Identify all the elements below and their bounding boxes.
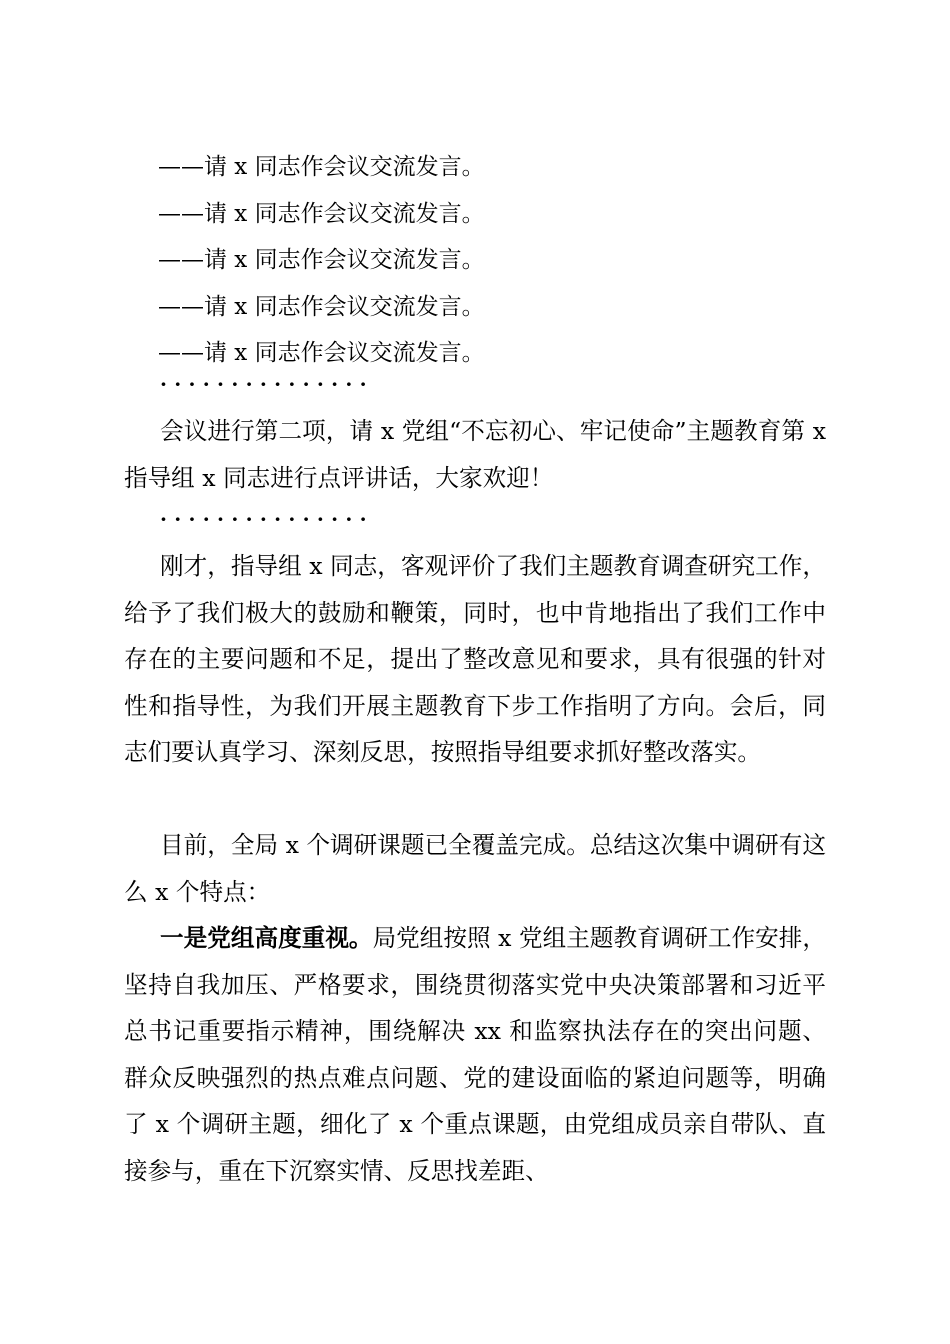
paragraph-review: 刚才，指导组 x 同志，客观评价了我们主题教育调查研究工作，给予了我们极大的鼓励和鞭策，同时，也中肯地指出了我们工作中存在的主要问题和不足，提出了整改意见和要求，具有很强的针对性和指导性，为我们开展主题教育下步工作指明了方向。会后，同志们要认真学习、深刻反思，按照指导组要求抓好整改落实。 <box>124 552 826 766</box>
point-one-body: 局党组按照 x 党组主题教育调研工作安排，坚持自我加压、严格要求，围绕贯彻落实党中央决策部署和习近平总书记重要指示精神，围绕解决 xx 和监察执法存在的突出问题、群众反映强烈的热点难点问题、党的建设面临的紧迫问题等，明确了 x 个调研主题，细化了 x 个重点课题，由党组成员亲自带队、直接参与，重在下沉察实情、反思找差距、 <box>124 924 826 1185</box>
separator-dots: ··············· <box>160 372 374 396</box>
paragraph-point-one <box>124 915 826 1194</box>
point-one-lead: 一是党组高度重视。 <box>160 924 373 952</box>
paragraph-second-item: 会议进行第二项，请 x 党组“不忘初心、牢记使命”主题教育第 x 指导组 x 同志进行点评讲话，大家欢迎！ <box>124 417 826 492</box>
speaker-line: ——请 x 同志作会议交流发言。 <box>158 247 485 273</box>
paragraph-summary: 目前，全局 x 个调研课题已全覆盖完成。总结这次集中调研有这么 x 个特点： <box>124 831 826 906</box>
speaker-list <box>158 144 838 377</box>
speaker-line: ——请 x 同志作会议交流发言。 <box>158 293 485 320</box>
separator-dots: ··············· <box>160 507 374 531</box>
speaker-line: ——请 x 同志作会议交流发言。 <box>158 154 485 180</box>
speaker-line: ——请 x 同志作会议交流发言。 <box>158 340 485 366</box>
speaker-line: ——请 x 同志作会议交流发言。 <box>158 200 485 227</box>
